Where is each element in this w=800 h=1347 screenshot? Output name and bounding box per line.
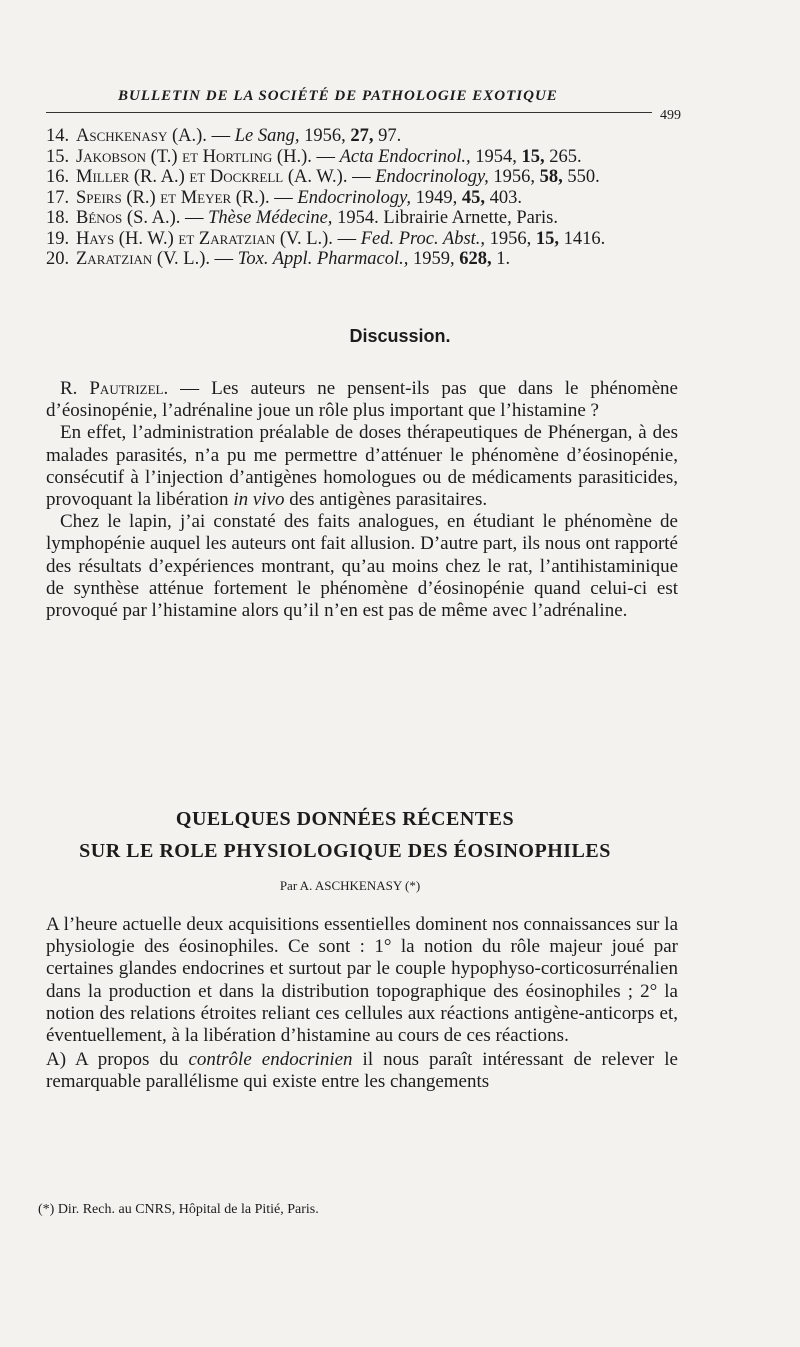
footnote: (*) Dir. Rech. au CNRS, Hôpital de la Pitié, Paris. — [38, 1202, 319, 1217]
article-body — [46, 914, 678, 1094]
page-number: 499 — [660, 108, 681, 123]
article-title-line2: SUR LE ROLE PHYSIOLOGIQUE DES ÉOSINOPHILES — [79, 840, 611, 862]
reference-item: 19. Hays (H. W.) et Zaratzian (V. L.). — Fed. Proc. Abst., 1956, 15, 1416. — [46, 228, 606, 249]
running-header: BULLETIN DE LA SOCIÉTÉ DE PATHOLOGIE EXOTIQUE — [118, 88, 558, 104]
article-paragraph: A) A propos du contrôle endocrinien il nous paraît intéressant de relever le remarquable parallélisme qui existe entre les changements — [46, 1049, 678, 1093]
article-byline: Par A. ASCHKENASY (*) — [279, 878, 421, 893]
article-title-line1: QUELQUES DONNÉES RÉCENTES — [175, 808, 515, 830]
reference-item: 15. Jakobson (T.) et Hortling (H.). — Acta Endocrinol., 1954, 15, 265. — [46, 146, 582, 167]
header-rule — [46, 112, 652, 113]
reference-item: 16. Miller (R. A.) et Dockrell (A. W.). — Endocrinology, 1956, 58, 550. — [46, 167, 600, 187]
reference-item: 20. Zaratzian (V. L.). — Tox. Appl. Pharmacol., 1959, 628, 1. — [46, 249, 511, 269]
speaker-name: R. Pautrizel. — [60, 378, 169, 399]
discussion-paragraph: R. Pautrizel. — Les auteurs ne pensent-ils pas que dans le phénomène d’éosinopénie, l’adrénaline joue un rôle plus important que l’histamine ? — [46, 378, 678, 422]
reference-list — [46, 126, 686, 270]
reference-item: 18. Bénos (S. A.). — Thèse Médecine, 1954. Librairie Arnette, Paris. — [46, 208, 558, 228]
reference-item: 17. Speirs (R.) et Meyer (R.). — Endocrinology, 1949, 45, 403. — [46, 187, 522, 208]
discussion-body — [46, 378, 678, 622]
reference-item: 14. Aschkenasy (A.). — Le Sang, 1956, 27, 97. — [46, 126, 402, 146]
discussion-paragraph: Chez le lapin, j’ai constaté des faits analogues, en étudiant le phénomène de lymphopénie auquel les auteurs ont fait allusion. D’autre part, ils nous ont rapporté des résultats d’expériences montrant, qu’au moins chez le rat, l’antihistaminique de synthèse atténue fortement le phénomène d’éosinopénie quand celui-ci est provoqué par l’histamine alors qu’il n’en est pas de même avec l’adrénaline. — [46, 511, 678, 622]
article-paragraph: A l’heure actuelle deux acquisitions essentielles dominent nos connaissances sur la physiologie des éosinophiles. Ce sont : 1° la notion du rôle majeur joué par certaines glandes endocrines et surtout par le couple hypophyso-corticosurrénalien dans la production et dans la distribution topographique des éosinophiles ; 2° la notion des relations étroites reliant ces cellules aux réactions antigène-anticorps et, éventuellement, à la libération d’histamine au cours de ces réactions. — [46, 914, 678, 1047]
discussion-paragraph: En effet, l’administration préalable de doses thérapeutiques de Phénergan, à des malades parasités, n’a pu me permettre d’atténuer le phénomène d’éosinopénie, consécutif à l’injection d’antigènes homologues ou de médicaments parasiticides, provoquant la libération in vivo des antigènes parasitaires. — [46, 422, 678, 511]
discussion-heading: Discussion. — [349, 326, 451, 346]
